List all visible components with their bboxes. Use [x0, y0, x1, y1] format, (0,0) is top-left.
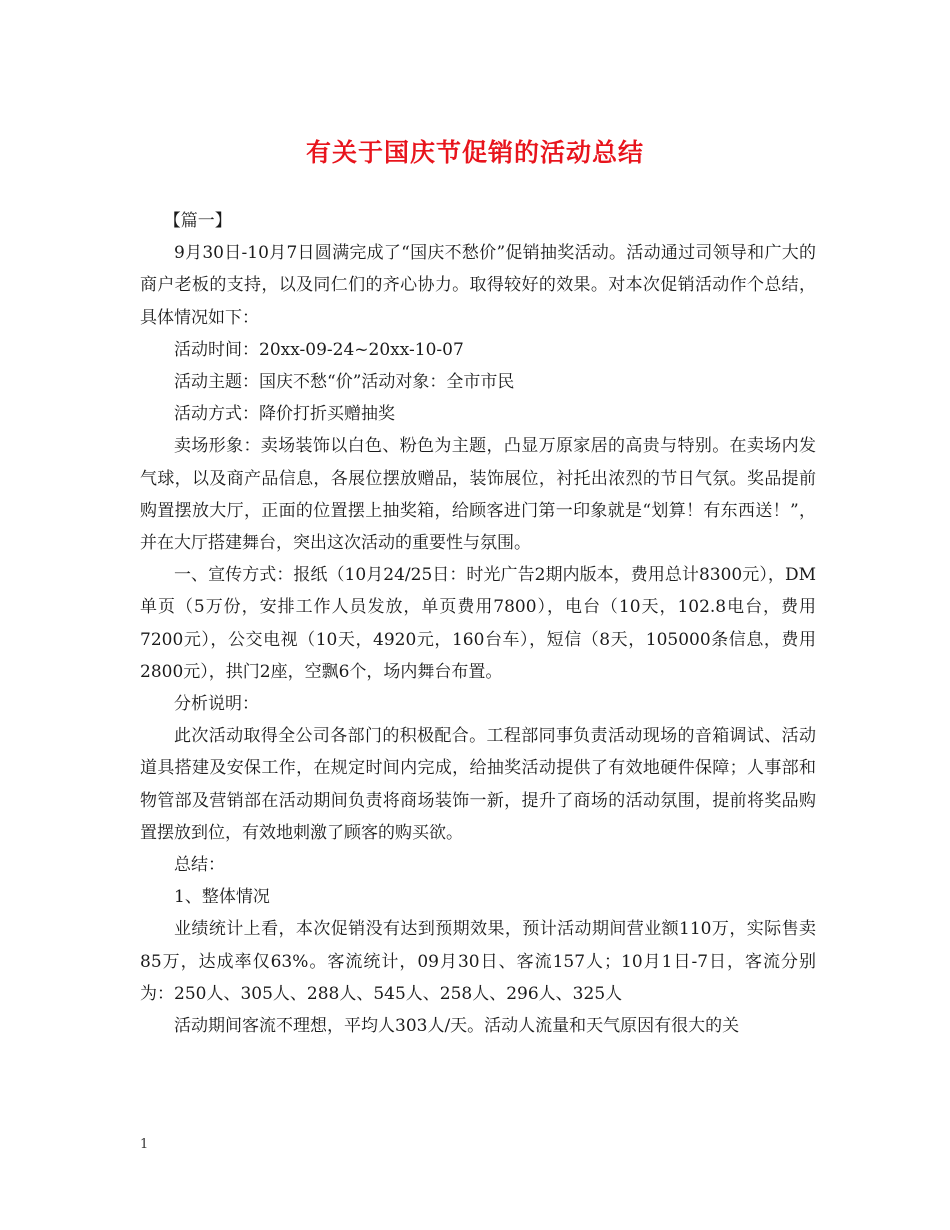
document-body	[140, 205, 816, 1042]
paragraph-promotion-methods: 一、宣传方式：报纸（10月24/25日：时光广告2期内版本，费用总计8300元），DM单页（5万份，安排工作人员发放，单页费用7800），电台（10天，102.8电台，费用7200元），公交电视（10天，4920元，160台车），短信（8天，105000条信息，费用2800元），拱门2座，空飘6个，场内舞台布置。	[140, 565, 816, 682]
document-title: 有关于国庆节促销的活动总结	[305, 138, 644, 167]
paragraph-overall-heading: 1、整体情况	[174, 887, 270, 908]
paragraph-store-image: 卖场形象：卖场装饰以白色、粉色为主题，凸显万原家居的高贵与特别。在卖场内发气球，以及商产品信息，各展位摆放赠品，装饰展位，衬托出浓烈的节日气氛。奖品提前购置摆放大厅，正面的位置摆上抽奖箱，给顾客进门第一印象就是“划算！有东西送！”，并在大厅搭建舞台，突出这次活动的重要性与氛围。	[140, 436, 816, 554]
paragraph-traffic: 活动期间客流不理想，平均人303人/天。活动人流量和天气原因有很大的关	[174, 1016, 740, 1037]
paragraph-activity-theme: 活动主题：国庆不愁“价”活动对象：全市市民	[174, 372, 515, 393]
paragraph-activity-time: 活动时间：20xx-09-24~20xx-10-07	[174, 339, 464, 360]
section-heading: 【篇一】	[163, 211, 232, 231]
paragraph-activity-method: 活动方式：降价打折买赠抽奖	[174, 404, 395, 425]
page-number: 1	[140, 1137, 149, 1152]
paragraph-summary-heading: 总结：	[174, 855, 225, 876]
paragraph-performance: 业绩统计上看，本次促销没有达到预期效果，预计活动期间营业额110万，实际售卖85万，达成率仅63%。客流统计，09月30日、客流157人；10月1日-7日，客流分别为：250人、305人、288人、545人、258人、296人、325人	[140, 919, 816, 1004]
paragraph-intro: 9月30日-10月7日圆满完成了“国庆不愁价”促销抽奖活动。活动通过司领导和广大的商户老板的支持，以及同仁们的齐心协力。取得较好的效果。对本次促销活动作个总结，具体情况如下：	[140, 243, 816, 328]
paragraph-analysis-heading: 分析说明：	[174, 694, 259, 715]
paragraph-analysis: 此次活动取得全公司各部门的积极配合。工程部同事负责活动现场的音箱调试、活动道具搭建及安保工作，在规定时间内完成，给抽奖活动提供了有效地硬件保障；人事部和物管部及营销部在活动期间负责将商场装饰一新，提升了商场的活动氛围，提前将奖品购置摆放到位，有效地刺激了顾客的购买欲。	[140, 726, 816, 843]
